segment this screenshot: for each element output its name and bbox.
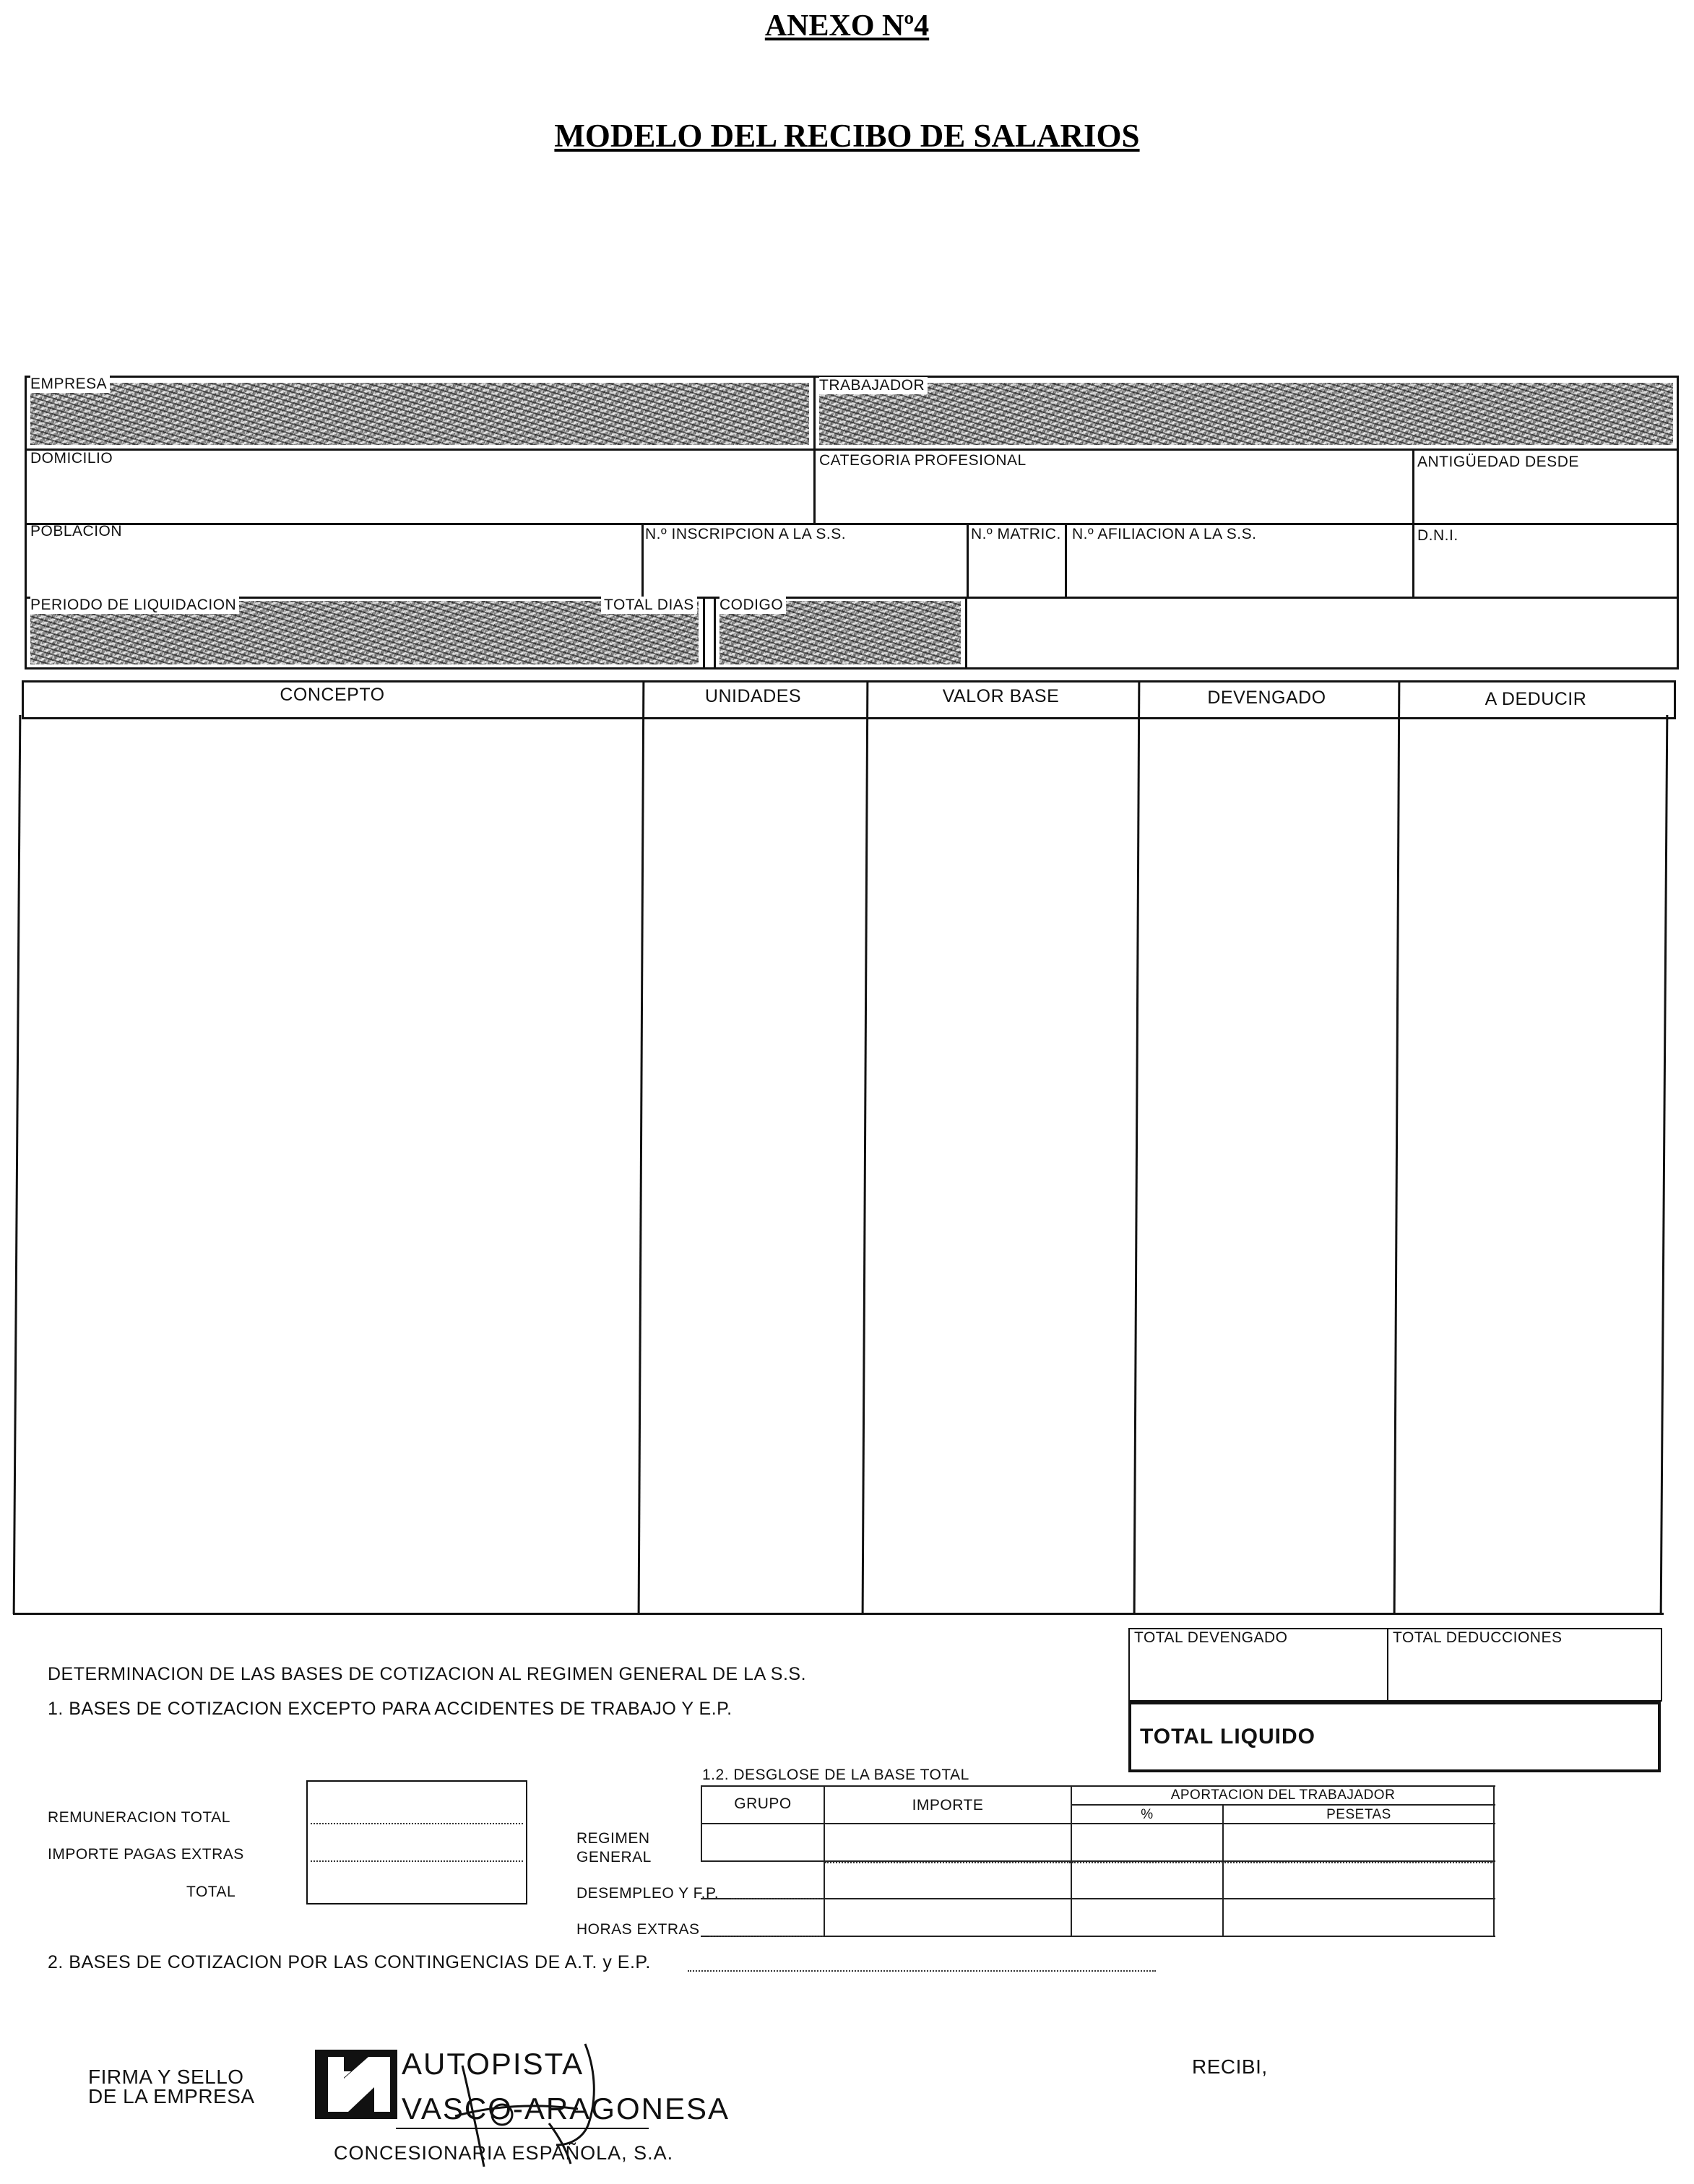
label-afiliacion: N.º AFILIACION A LA S.S. <box>1072 526 1257 542</box>
firma-line1: FIRMA Y SELLO <box>88 2066 244 2088</box>
document-title: MODELO DEL RECIBO DE SALARIOS <box>554 118 1140 154</box>
bases-section1: 1. BASES DE COTIZACION EXCEPTO PARA ACCIDENTES DE TRABAJO Y E.P. <box>48 1699 733 1719</box>
logo-line3: CONCESIONARIA ESPAÑOLA, S.A. <box>334 2142 674 2164</box>
label-total: TOTAL <box>186 1884 236 1900</box>
bases-heading: DETERMINACION DE LAS BASES DE COTIZACION AL REGIMEN GENERAL DE LA S.S. <box>48 1664 807 1684</box>
col-grupo: GRUPO <box>734 1795 792 1812</box>
label-trabajador: TRABAJADOR <box>819 377 928 394</box>
label-periodo: PERIODO DE LIQUIDACION <box>30 597 239 614</box>
label-matric: N.º MATRIC. <box>971 526 1061 542</box>
label-total-liquido: TOTAL LIQUIDO <box>1140 1725 1315 1748</box>
logo-line1: AUTOPISTA <box>402 2047 584 2081</box>
col-a-deducir: A DEDUCIR <box>1485 689 1587 709</box>
col-valor-base: VALOR BASE <box>942 686 1060 706</box>
col-unidades: UNIDADES <box>704 686 802 706</box>
col-concepto: CONCEPTO <box>280 685 385 705</box>
label-dni: D.N.I. <box>1417 527 1459 544</box>
label-domicilio: DOMICILIO <box>30 450 113 467</box>
bases-section2: 2. BASES DE COTIZACION POR LAS CONTINGENCIAS DE A.T. y E.P. <box>48 1952 651 1972</box>
col-aportacion: APORTACION DEL TRABAJADOR <box>1170 1788 1396 1803</box>
company-logo-mark <box>315 2050 397 2119</box>
label-categoria: CATEGORIA PROFESIONAL <box>819 452 1027 469</box>
label-antiguedad: ANTIGÜEDAD DESDE <box>1417 454 1579 470</box>
label-total-deducciones: TOTAL DEDUCCIONES <box>1393 1629 1563 1646</box>
label-general: GENERAL <box>576 1849 652 1866</box>
label-horas-extras: HORAS EXTRAS <box>576 1921 700 1938</box>
label-pagas-extras: IMPORTE PAGAS EXTRAS <box>48 1846 244 1863</box>
trabajador-redacted <box>819 383 1673 445</box>
label-regimen: REGIMEN <box>576 1830 650 1847</box>
label-inscripcion: N.º INSCRIPCION A LA S.S. <box>645 526 847 542</box>
col-importe: IMPORTE <box>912 1797 984 1814</box>
label-total-devengado: TOTAL DEVENGADO <box>1134 1629 1288 1646</box>
annex-title: ANEXO Nº4 <box>764 9 930 43</box>
recibi-label: RECIBI, <box>1192 2055 1268 2078</box>
label-total-dias: TOTAL DIAS <box>601 597 697 614</box>
handwritten-signature <box>405 2037 665 2174</box>
label-desempleo: DESEMPLEO Y F.P. <box>576 1885 719 1902</box>
label-codigo: CODIGO <box>719 597 786 614</box>
label-empresa: EMPRESA <box>30 376 110 393</box>
desglose-title: 1.2. DESGLOSE DE LA BASE TOTAL <box>702 1767 969 1783</box>
firma-line2: DE LA EMPRESA <box>88 2085 255 2107</box>
empresa-redacted <box>30 383 809 445</box>
label-poblacion: POBLACION <box>30 523 123 540</box>
col-percent: % <box>1141 1807 1154 1822</box>
col-pesetas: PESETAS <box>1326 1807 1391 1822</box>
label-remuneracion: REMUNERACION TOTAL <box>48 1809 230 1826</box>
logo-line2: VASCO-ARAGONESA <box>402 2092 730 2126</box>
col-devengado: DEVENGADO <box>1207 688 1326 708</box>
